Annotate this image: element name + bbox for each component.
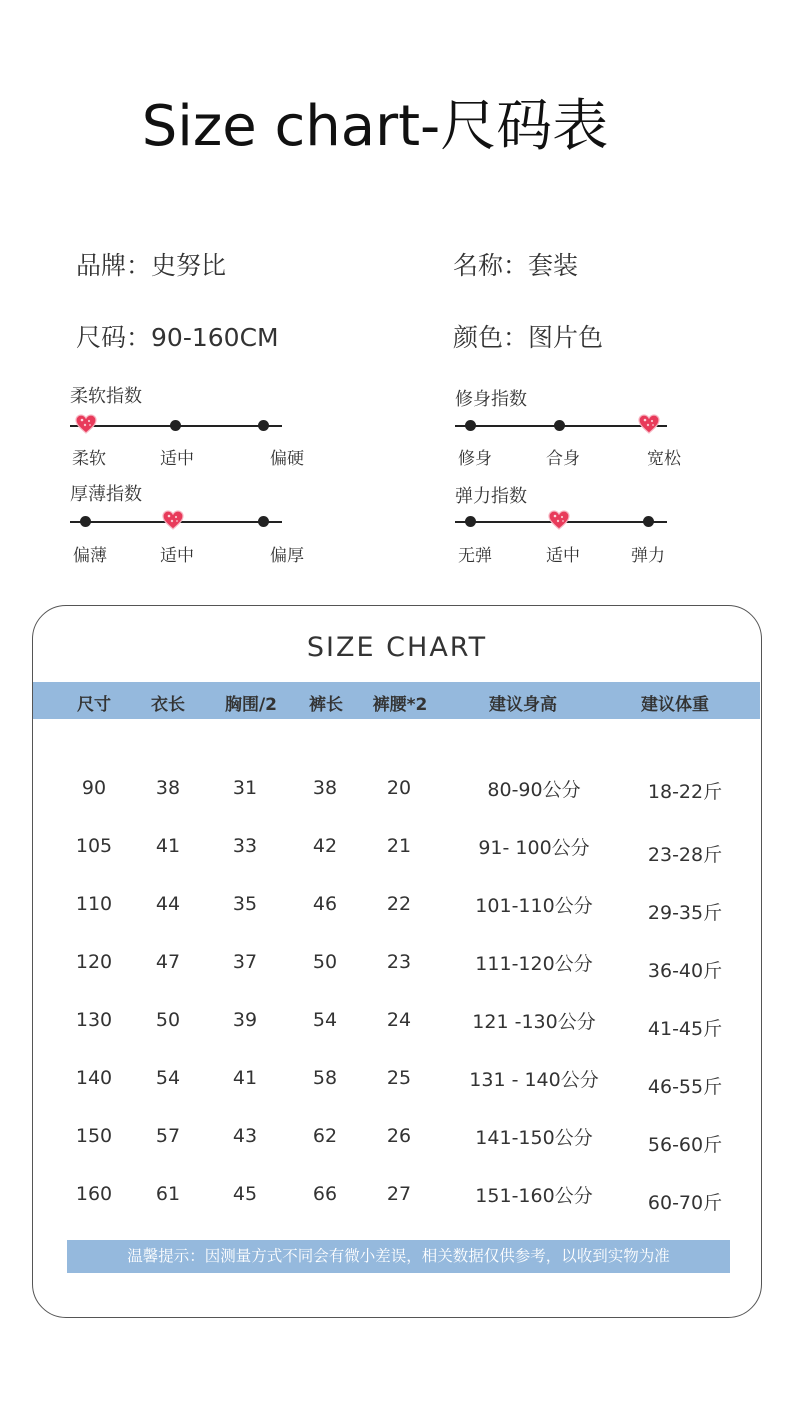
- table-cell: 121 -130公分: [472, 1011, 596, 1033]
- table-header: [33, 682, 760, 719]
- column-header-height: 建议身高: [489, 695, 557, 715]
- table-cell: 46: [312, 893, 338, 915]
- table-cell: 90: [81, 777, 107, 799]
- brand-info: [76, 246, 226, 282]
- elasticity-scale: [455, 512, 667, 532]
- table-cell: 50: [155, 1009, 181, 1031]
- elasticity-label-3: 弹力: [631, 546, 665, 566]
- table-cell: 60-70斤: [647, 1192, 723, 1214]
- fit-title: 修身指数: [455, 389, 527, 410]
- table-cell: 33: [232, 835, 258, 857]
- table-row: [33, 1009, 760, 1039]
- table-cell: 45: [232, 1183, 258, 1205]
- thickness-label-1: 偏薄: [73, 546, 107, 566]
- size-chart-card: [32, 605, 762, 1318]
- scale-dot: [170, 420, 181, 431]
- fit-label-2: 合身: [546, 449, 580, 469]
- table-cell: 42: [312, 835, 338, 857]
- table-cell: 150: [75, 1125, 113, 1147]
- table-cell: 27: [386, 1183, 412, 1205]
- table-row: [33, 893, 760, 923]
- table-cell: 41: [155, 835, 181, 857]
- softness-label-1: 柔软: [72, 449, 106, 469]
- table-cell: 46-55斤: [647, 1076, 723, 1098]
- scale-dot: [80, 516, 91, 527]
- table-cell: 26: [386, 1125, 412, 1147]
- table-cell: 54: [155, 1067, 181, 1089]
- table-cell: 111-120公分: [475, 953, 593, 975]
- elasticity-title: 弹力指数: [455, 486, 527, 507]
- scale-dot: [465, 516, 476, 527]
- table-cell: 130: [75, 1009, 113, 1031]
- page-title: Size chart-尺码表: [141, 94, 609, 159]
- table-cell: 80-90公分: [487, 779, 581, 801]
- table-cell: 62: [312, 1125, 338, 1147]
- fit-label-3: 宽松: [647, 449, 681, 469]
- table-cell: 141-150公分: [475, 1127, 593, 1149]
- table-cell: 58: [312, 1067, 338, 1089]
- column-header-waist: 裤腰*2: [372, 695, 428, 715]
- table-cell: 38: [155, 777, 181, 799]
- table-cell: 31: [232, 777, 258, 799]
- table-cell: 120: [75, 951, 113, 973]
- table-cell: 25: [386, 1067, 412, 1089]
- fit-scale: [455, 416, 667, 436]
- table-cell: 36-40斤: [647, 960, 723, 982]
- table-row: [33, 1125, 760, 1155]
- table-cell: 23: [386, 951, 412, 973]
- table-cell: 56-60斤: [647, 1134, 723, 1156]
- product-name-value: 套装: [528, 251, 579, 280]
- table-cell: 66: [312, 1183, 338, 1205]
- scale-dot: [258, 420, 269, 431]
- table-cell: 61: [155, 1183, 181, 1205]
- size-range-value: 90-160CM: [151, 323, 279, 352]
- fit-label-1: 修身: [458, 449, 492, 469]
- heart-marker-icon: [74, 412, 98, 436]
- heart-marker-icon: [547, 508, 571, 532]
- softness-scale: [70, 416, 282, 436]
- table-cell: 18-22斤: [647, 781, 723, 803]
- thickness-label-3: 偏厚: [270, 546, 304, 566]
- color-value: 图片色: [528, 323, 604, 352]
- brand-value: 史努比: [151, 251, 227, 280]
- footnote: 温馨提示：因测量方式不同会有微小差误，相关数据仅供参考，以收到实物为准: [67, 1240, 730, 1273]
- elasticity-label-2: 适中: [546, 546, 580, 566]
- scale-dot: [554, 420, 565, 431]
- table-row: [33, 951, 760, 981]
- softness-title: 柔软指数: [70, 386, 142, 407]
- table-cell: 131 - 140公分: [469, 1069, 599, 1091]
- table-cell: 57: [155, 1125, 181, 1147]
- table-cell: 41-45斤: [647, 1018, 723, 1040]
- scale-dot: [258, 516, 269, 527]
- heart-marker-icon: [637, 412, 661, 436]
- brand-label: 品牌：: [76, 251, 152, 280]
- scale-dot: [643, 516, 654, 527]
- table-cell: 151-160公分: [475, 1185, 593, 1207]
- table-row: [33, 835, 760, 865]
- column-header-top-length: 衣长: [151, 695, 185, 715]
- table-cell: 47: [155, 951, 181, 973]
- color-label: 颜色：: [453, 323, 529, 352]
- table-cell: 43: [232, 1125, 258, 1147]
- size-chart-title: SIZE CHART: [306, 632, 488, 663]
- thickness-scale: [70, 512, 282, 532]
- table-cell: 44: [155, 893, 181, 915]
- table-row: [33, 1183, 760, 1213]
- product-name-info: [453, 246, 578, 282]
- column-header-pants-length: 裤长: [309, 695, 343, 715]
- product-name-label: 名称：: [453, 251, 529, 280]
- table-row: [33, 1067, 760, 1097]
- size-range-info: [76, 318, 279, 354]
- table-cell: 21: [386, 835, 412, 857]
- scale-dot: [465, 420, 476, 431]
- table-cell: 160: [75, 1183, 113, 1205]
- thickness-label-2: 适中: [160, 546, 194, 566]
- size-range-label: 尺码：: [76, 323, 152, 352]
- color-info: [453, 318, 603, 354]
- table-cell: 38: [312, 777, 338, 799]
- table-cell: 35: [232, 893, 258, 915]
- column-header-size: 尺寸: [77, 695, 111, 715]
- table-cell: 91- 100公分: [478, 837, 590, 859]
- table-cell: 24: [386, 1009, 412, 1031]
- table-cell: 110: [75, 893, 113, 915]
- softness-label-2: 适中: [160, 449, 194, 469]
- table-cell: 23-28斤: [647, 844, 723, 866]
- table-cell: 54: [312, 1009, 338, 1031]
- table-cell: 41: [232, 1067, 258, 1089]
- table-cell: 50: [312, 951, 338, 973]
- heart-marker-icon: [161, 508, 185, 532]
- column-header-chest: 胸围/2: [224, 695, 278, 715]
- table-cell: 39: [232, 1009, 258, 1031]
- table-cell: 37: [232, 951, 258, 973]
- table-cell: 29-35斤: [647, 902, 723, 924]
- table-row: [33, 777, 760, 807]
- thickness-title: 厚薄指数: [70, 484, 142, 505]
- table-cell: 20: [386, 777, 412, 799]
- column-header-weight: 建议体重: [641, 695, 709, 715]
- table-cell: 22: [386, 893, 412, 915]
- table-cell: 105: [75, 835, 113, 857]
- table-cell: 140: [75, 1067, 113, 1089]
- elasticity-label-1: 无弹: [458, 546, 492, 566]
- table-cell: 101-110公分: [475, 895, 593, 917]
- softness-label-3: 偏硬: [270, 449, 304, 469]
